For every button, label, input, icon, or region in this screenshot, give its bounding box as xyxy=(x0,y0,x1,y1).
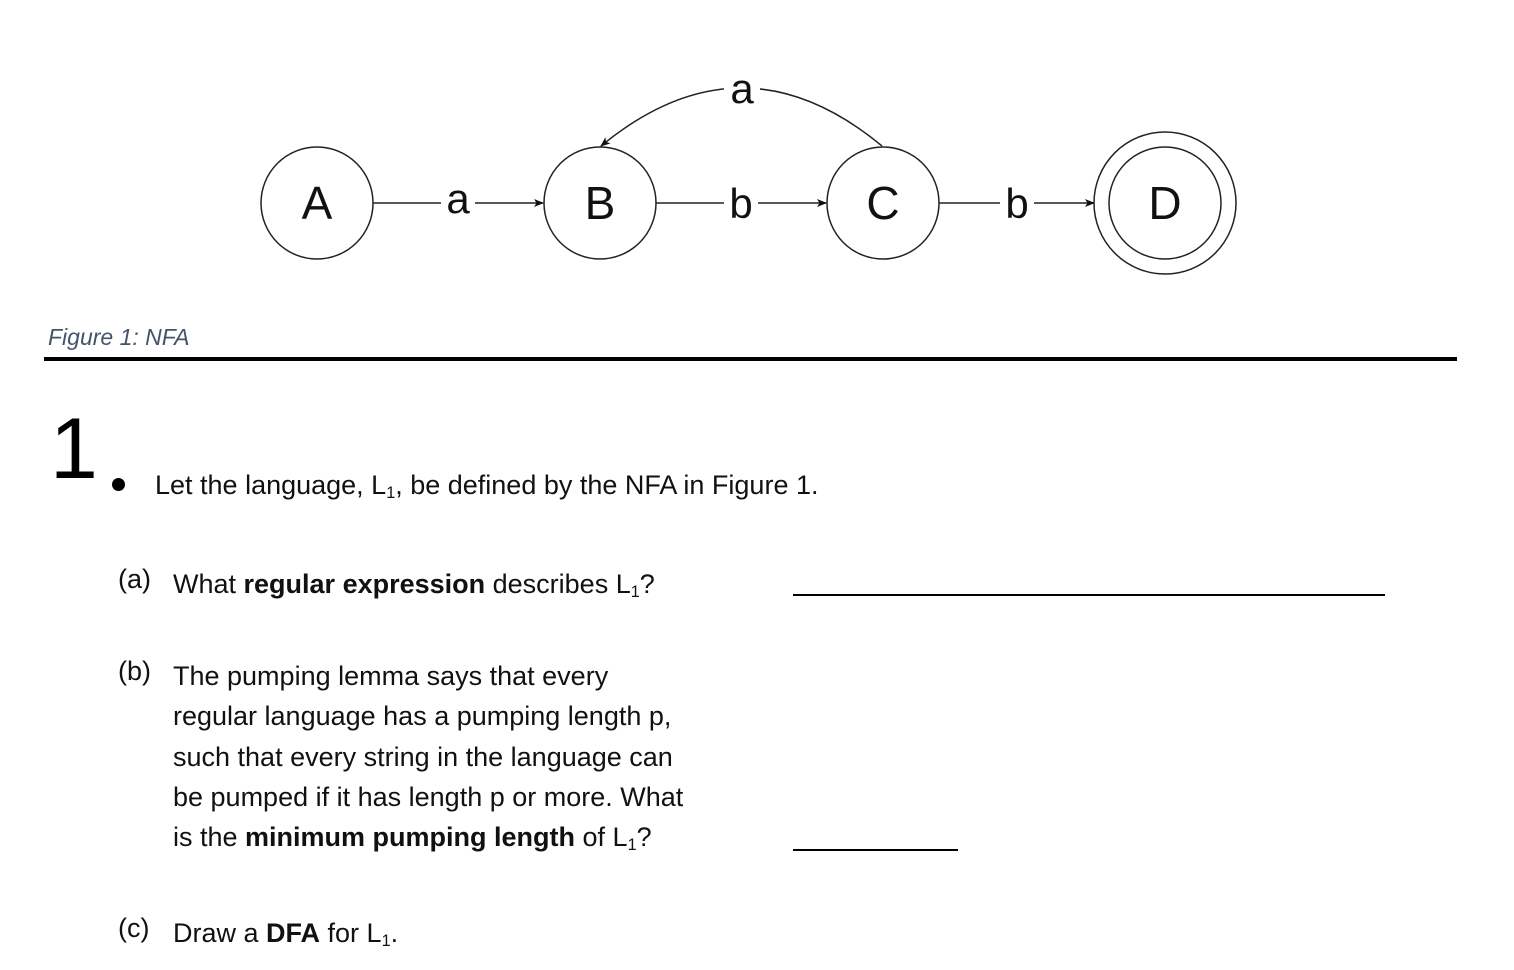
question-intro: Let the language, $L_1$, be defined by the NFA in Figure 1. xyxy=(155,470,819,503)
part-b-label: (b) xyxy=(118,656,151,686)
part-c-text: Draw a DFA for $L_1$. xyxy=(173,918,399,951)
question-number: 1 xyxy=(50,401,98,497)
part-a-label: (a) xyxy=(118,564,151,594)
section-divider xyxy=(44,357,1457,361)
state-d-label: D xyxy=(1148,177,1182,229)
figure-caption: Figure 1: NFA xyxy=(48,324,190,350)
answer-blank-b[interactable] xyxy=(793,849,958,851)
part-c-label: (c) xyxy=(118,913,150,943)
nfa-diagram xyxy=(0,0,1514,300)
transition-c-d-label: b xyxy=(1005,180,1029,227)
state-c-label: C xyxy=(866,177,900,229)
transition-c-b-label: a xyxy=(730,65,754,112)
part-a-text: What regular expression describes $L_1$? xyxy=(173,569,655,602)
part-b-text: The pumping lemma says that every regular language has a pumping length p, such that every string in the language can be pumped if it has length p or more. What is the minimum pumping length of $L_1$? xyxy=(173,661,684,855)
transition-b-c-label: b xyxy=(729,180,753,227)
answer-blank-a[interactable] xyxy=(793,594,1385,596)
question-number-dot xyxy=(112,478,125,491)
transition-a-b-label: a xyxy=(446,175,470,222)
state-a-label: A xyxy=(301,177,333,229)
state-b-label: B xyxy=(584,177,616,229)
